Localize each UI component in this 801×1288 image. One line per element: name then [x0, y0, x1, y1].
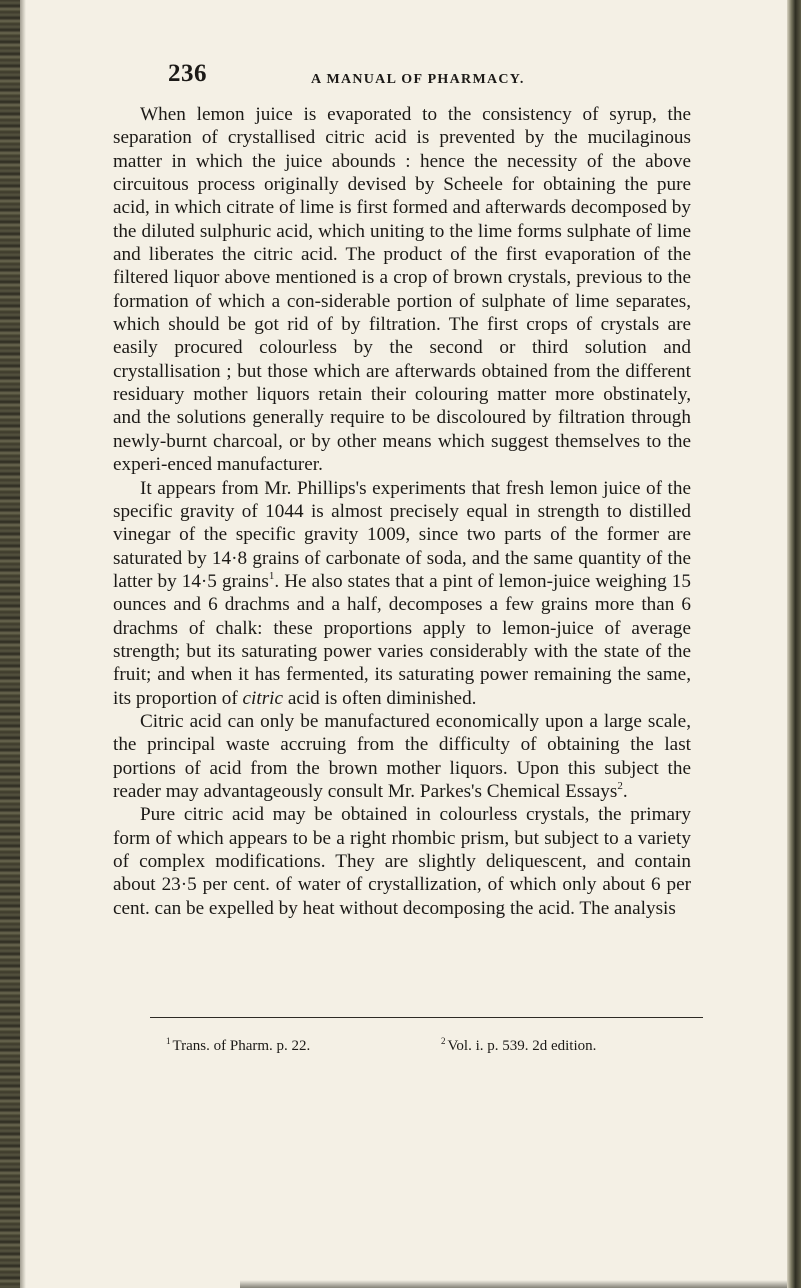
- paragraph-text: . He also states that a pint of lemon-juice weighing 15 ounces and 6 drachms and a half, decomposes a few grains more than 6 drachms of chalk: these proportions apply to lemon-juice of average strength; but its saturating power varies considerably with the state of the fruit; and when it has fermented, its saturating power remaining the same, its proportion of: [113, 570, 691, 709]
- footnote-mark: 1: [166, 1036, 171, 1046]
- page-header: [168, 60, 768, 100]
- footnote: [441, 1036, 596, 1055]
- footnote: [166, 1036, 310, 1055]
- paragraph-text: acid is often diminished.: [283, 687, 477, 709]
- paragraph-text: Pure citric acid may be obtained in colourless crystals, the primary form of which appears to be a right rhombic prism, but subject to a variety of complex modifications. They are slightly deliquescent, and contain about 23·5 per cent. of water of crystallization, of which only about 6 per cent. can be expelled by heat without decomposing the acid. The analysis: [113, 804, 691, 919]
- paragraph: [113, 477, 691, 710]
- footnote-text: Vol. i. p. 539. 2d edition.: [447, 1038, 597, 1054]
- paragraph-text: .: [622, 780, 628, 802]
- paragraph-text: Citric acid can only be manufactured economically upon a large scale, the principal waste accruing from the difficulty of obtaining the last portions of acid from the brown mother liquors. Upon this subject the reader may advantageously consult Mr. Parkes's Chemical Essays: [113, 710, 691, 802]
- running-title: A MANUAL OF PHARMACY.: [311, 72, 525, 87]
- paragraph-text: When lemon juice is evaporated to the consistency of syrup, the separation of crystallised citric acid is prevented by the mucilaginous matter in which the juice abounds : hence the necessity of the above circuitous process originally devised by Scheele for obtaining the pure acid, in which citrate of lime is first formed and afterwards decomposed by the diluted sulphuric acid, which uniting to the lime forms sulphate of lime and liberates the citric acid. The product of the first evaporation of the filtered liquor above mentioned is a crop of brown crystals, previous to the formation of which a con-siderable portion of sulphate of lime separates, which should be got rid of by filtration. The first crops of crystals are easily procured colourless by the second or third solution and crystallisation ; but those which are afterwards obtained from the different residuary mother liquors retain their colouring matter more obstinately, and the solutions generally require to be discoloured by filtration through newly-burnt charcoal, or by other means which suggest themselves to the experi-enced manufacturer.: [113, 104, 691, 476]
- page-number: 236: [168, 60, 207, 87]
- footnotes: [166, 1036, 726, 1060]
- footnote-text: Trans. of Pharm. p. 22.: [172, 1038, 311, 1054]
- footnote-mark: 2: [441, 1036, 446, 1046]
- paragraph-text: It appears from Mr. Phillips's experiments that fresh lemon juice of the specific gravity of 1044 is almost precisely equal in strength to distilled vinegar of the specific gravity 1009, since two parts of the former are saturated by 14·8 grains of carbonate of soda, and the same quantity of the latter by 14·5 grains: [113, 477, 691, 592]
- italic-term: citric: [242, 687, 284, 709]
- page-edge: [787, 0, 801, 1288]
- paragraph: [113, 803, 691, 920]
- footnote-reference: 2: [617, 779, 623, 792]
- footnote-divider: [150, 1017, 703, 1018]
- paragraph: [113, 710, 691, 803]
- footnote-reference: 1: [268, 569, 275, 582]
- binding-gutter: [0, 0, 20, 1288]
- paragraph: [113, 103, 691, 477]
- body-text: [113, 103, 691, 920]
- bottom-shadow: [240, 1280, 787, 1288]
